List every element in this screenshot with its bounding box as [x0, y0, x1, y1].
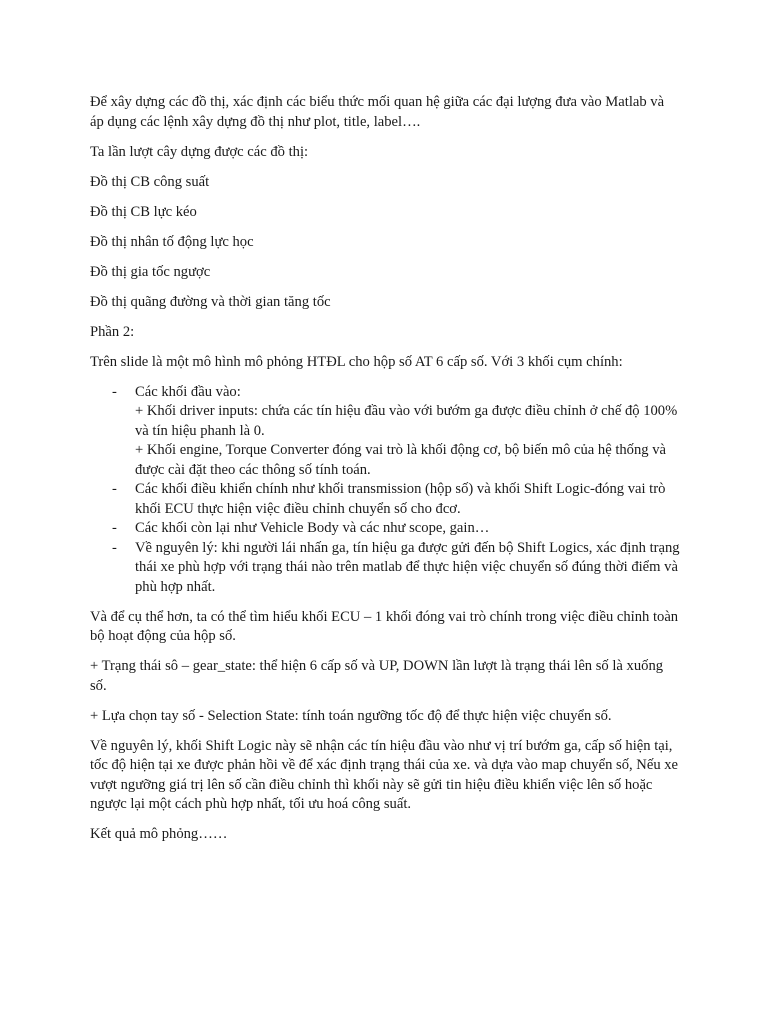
paragraph-ecu-intro: Và để cụ thể hơn, ta có thể tìm hiểu khối ECU – 1 khối đóng vai trò chính trong việc điều chỉnh toàn bộ hoạt động của hộp số.	[90, 608, 679, 644]
paragraph-intro: Để xây dựng các đồ thị, xác định các biểu thức mối quan hệ giữa các đại lượng đưa vào Matlab và áp dụng các lệnh xây dựng đồ thị như plot, title, label….	[90, 94, 665, 130]
document-page	[90, 93, 680, 855]
list-dash: -	[112, 520, 117, 536]
list-dash: -	[112, 383, 117, 400]
paragraph-model-intro: Trên slide là một mô hình mô phỏng HTĐL cho hộp số AT 6 cấp số. Với 3 khối cụm chính:	[90, 353, 623, 370]
paragraph-selection-state: + Lựa chọn tay số - Selection State: tính toán ngưỡng tốc độ để thực hiện việc chuyển số.	[90, 707, 612, 724]
list-item	[90, 539, 680, 598]
paragraph-graph-list-intro: Ta lần lượt cây dựng được các đồ thị:	[90, 143, 309, 160]
list-item	[90, 480, 680, 519]
paragraph-gear-state: + Trạng thái sô – gear_state: thể hiện 6 cấp số và UP, DOWN lần lượt là trạng thái lên số là xuống số.	[90, 658, 664, 694]
paragraph-graph-distance-time: Đồ thị quãng đường và thời gian tăng tốc	[90, 293, 331, 310]
paragraph-graph-power: Đồ thị CB công suất	[90, 173, 210, 190]
section-heading-part-2: Phần 2:	[90, 323, 135, 340]
paragraph-graph-dynamic-factor: Đồ thị nhân tố động lực học	[90, 233, 254, 250]
paragraph-simulation-results: Kết quả mô phỏng……	[90, 826, 228, 842]
paragraph-shift-logic-principle: Về nguyên lý, khối Shift Logic này sẽ nhận các tín hiệu đầu vào như vị trí bướm ga, cấp số hiện tại, tốc độ hiện tại xe được phản hồi về để xác định trạng thái của xe. và dựa vào map chuyển số, Nếu xe vượt ngưỡng giá trị lên số cần điều chỉnh thì khối này sẽ gửi tin hiệu điều khiển việc lên số hoặc ngược lại một cách phù hợp nhất, tối ưu hoá công suất.	[90, 737, 679, 812]
list-item-text: Về nguyên lý: khi người lái nhấn ga, tín hiệu ga được gửi đến bộ Shift Logics, xác định trạng thái xe phù hợp với trạng thái nào trên matlab để thực hiện việc chuyển số đúng thời điểm và phù hợp nhất.	[135, 539, 680, 595]
list-subline: + Khối driver inputs: chứa các tín hiệu đầu vào với bướm ga được điều chỉnh ở chế độ 100% và tín hiệu phanh là 0.	[135, 403, 678, 439]
list-item-text: Các khối đầu vào:	[135, 383, 241, 400]
list-dash: -	[112, 481, 117, 497]
paragraph-graph-inverse-acceleration: Đồ thị gia tốc ngược	[90, 263, 211, 280]
list-item-text: Các khối điều khiển chính như khối transmission (hộp số) và khối Shift Logic-đóng vai trò khối ECU thực hiện việc điều chỉnh chuyển số cho đcơ.	[135, 481, 666, 517]
list-subline: + Khối engine, Torque Converter đóng vai trò là khối động cơ, bộ biến mô của hệ thống và được cài đặt theo các thông số tính toán.	[135, 442, 666, 478]
list-item	[90, 383, 680, 481]
paragraph-graph-traction: Đồ thị CB lực kéo	[90, 203, 197, 220]
block-list	[90, 383, 680, 598]
list-item	[90, 519, 680, 539]
list-item-text: Các khối còn lại như Vehicle Body và các như scope, gain…	[135, 520, 490, 536]
list-dash: -	[112, 539, 117, 556]
